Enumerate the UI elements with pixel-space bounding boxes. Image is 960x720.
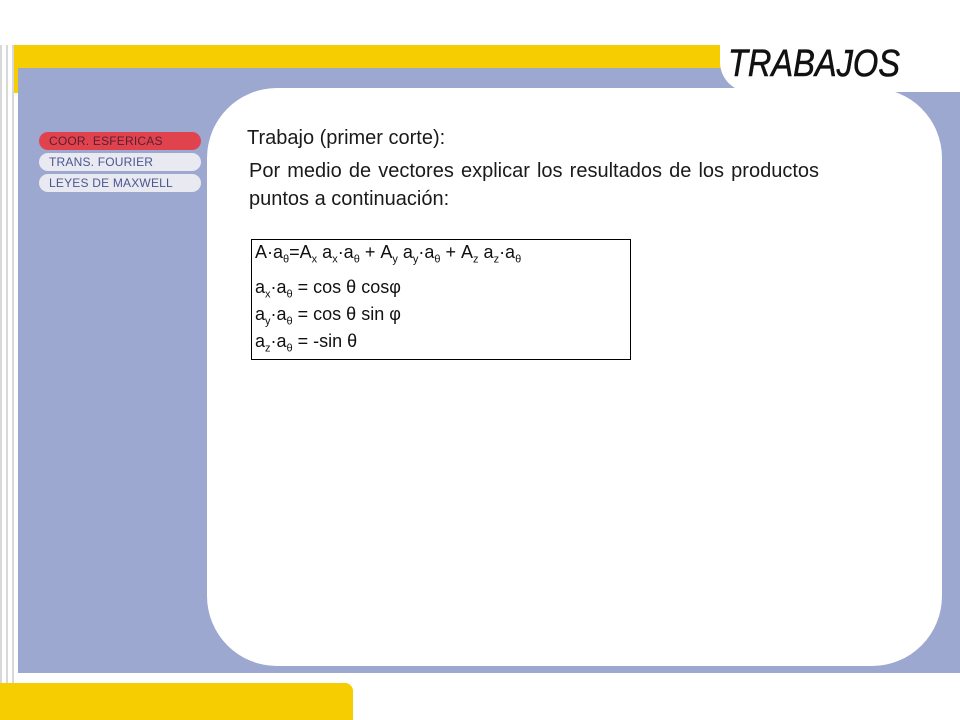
title-logo (726, 38, 902, 88)
formula-box (251, 239, 631, 360)
assignment-text: Por medio de vectores explicar los resultados de los productos puntos a continuación: (249, 160, 819, 210)
formula-line-4: $a_z\cdot a_\theta = -\sin$ θ (255, 331, 358, 355)
sidebar-item-label: COOR. ESFERICAS (49, 134, 163, 148)
sidebar-item-leyes-de-maxwell[interactable] (39, 174, 201, 192)
sidebar-item-coor-esfericas[interactable] (39, 132, 201, 150)
sidebar-item-label: TRANS. FOURIER (49, 155, 154, 169)
sidebar-nav (39, 132, 201, 195)
page-heading: Trabajo (primer corte): (247, 127, 446, 149)
formula-line-2: $a_x\cdot a_\theta = \cos \theta$ cosφ (255, 277, 401, 301)
sidebar-item-trans-fourier[interactable] (39, 153, 201, 171)
title-logo-text: TRABAJOS (728, 43, 900, 85)
bottom-accent-bar (0, 683, 353, 720)
formula-line-3: $a_y\cdot a_\theta = \cos \theta$ sin φ (255, 304, 401, 328)
formula-line-1: $A\cdot a_\theta=A_x$ $a_x\cdot a_\theta + A_y$ $a_y\cdot a_\theta + A_z$ $a_z\cdot a_\theta$ (255, 242, 522, 266)
sidebar-item-label: LEYES DE MAXWELL (49, 176, 173, 190)
